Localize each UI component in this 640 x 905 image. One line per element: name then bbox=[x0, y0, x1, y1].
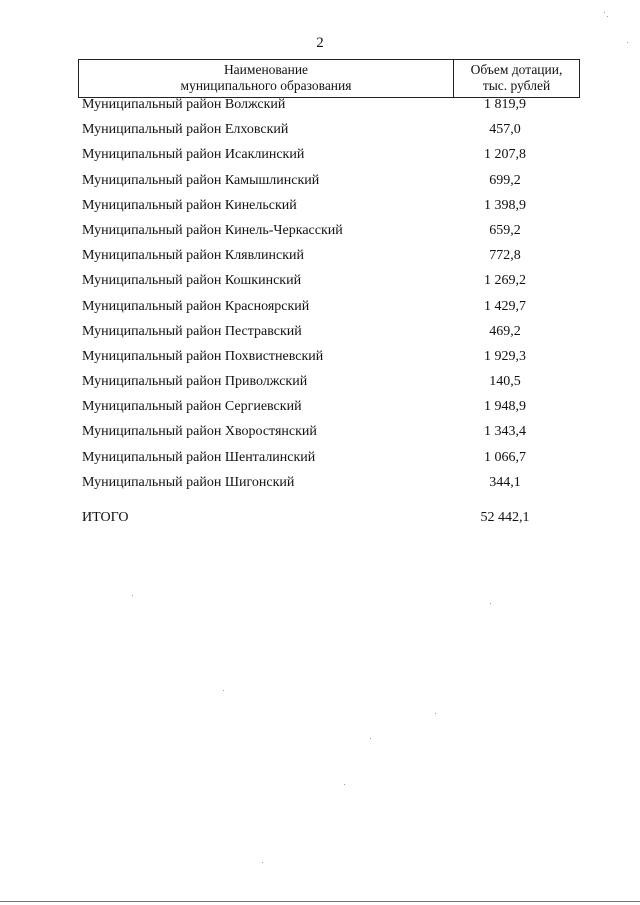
scan-speck bbox=[370, 738, 371, 739]
table-row bbox=[0, 171, 640, 196]
scan-speck bbox=[435, 713, 436, 714]
row-name: Муниципальный район Похвистневский bbox=[82, 348, 324, 364]
table-row bbox=[0, 448, 640, 473]
row-value: 140,5 bbox=[489, 374, 521, 390]
row-value: 1 429,7 bbox=[484, 298, 526, 314]
row-value: 1 066,7 bbox=[484, 449, 526, 465]
table-row bbox=[0, 196, 640, 221]
table-row bbox=[0, 246, 640, 271]
row-value: 344,1 bbox=[489, 474, 521, 490]
table-row bbox=[0, 297, 640, 322]
table-row bbox=[0, 372, 640, 397]
row-name: Муниципальный район Сергиевский bbox=[82, 399, 302, 415]
row-value: 1 207,8 bbox=[484, 147, 526, 163]
row-value: 1 819,9 bbox=[484, 97, 526, 112]
table-row bbox=[0, 322, 640, 347]
row-name: Муниципальный район Приволжский bbox=[82, 374, 308, 390]
row-name: Муниципальный район Волжский bbox=[82, 97, 286, 112]
total-row bbox=[0, 508, 640, 530]
header-value-cell bbox=[454, 62, 579, 94]
header-name-cell bbox=[79, 62, 453, 94]
row-name: Муниципальный район Елховский bbox=[82, 122, 289, 138]
scan-speck bbox=[223, 690, 224, 691]
table-row bbox=[0, 347, 640, 372]
row-name: Муниципальный район Кинель-Черкасский bbox=[82, 222, 343, 238]
table-row bbox=[0, 95, 640, 120]
header-name-line1: Наименование bbox=[223, 62, 309, 77]
row-name: Муниципальный район Красноярский bbox=[82, 298, 310, 314]
row-name: Муниципальный район Шигонский bbox=[82, 474, 295, 490]
scan-speck bbox=[627, 42, 628, 43]
table-row bbox=[0, 221, 640, 246]
row-name: Муниципальный район Кошкинский bbox=[82, 273, 302, 289]
row-value: 659,2 bbox=[489, 222, 521, 238]
scan-speck bbox=[490, 603, 491, 604]
row-value: 457,0 bbox=[489, 122, 521, 138]
scan-edge-line bbox=[0, 901, 640, 902]
row-value: 469,2 bbox=[489, 323, 521, 339]
row-value: 1 948,9 bbox=[484, 399, 526, 415]
row-name: Муниципальный район Клявлинский bbox=[82, 248, 305, 264]
header-name-line2: муниципального образования bbox=[180, 78, 352, 93]
total-label: ИТОГО bbox=[82, 510, 129, 525]
scan-speck bbox=[607, 16, 608, 17]
scan-speck bbox=[344, 784, 345, 785]
row-value: 772,8 bbox=[489, 248, 521, 264]
table-header bbox=[78, 59, 580, 98]
table-row bbox=[0, 120, 640, 145]
page-number: 2 bbox=[316, 35, 324, 51]
row-value: 1 398,9 bbox=[484, 197, 526, 213]
table-row bbox=[0, 271, 640, 296]
header-value-line2: тыс. рублей bbox=[482, 78, 551, 93]
total-value: 52 442,1 bbox=[480, 510, 530, 525]
row-value: 1 343,4 bbox=[484, 424, 526, 440]
row-name: Муниципальный район Шенталинский bbox=[82, 449, 316, 465]
row-value: 699,2 bbox=[489, 172, 521, 188]
row-name: Муниципальный район Пестравский bbox=[82, 323, 302, 339]
scan-speck bbox=[132, 595, 133, 596]
table-row bbox=[0, 145, 640, 170]
header-value-line1: Объем дотации, bbox=[470, 62, 563, 77]
table-row bbox=[0, 473, 640, 498]
row-value: 1 269,2 bbox=[484, 273, 526, 289]
scan-speck bbox=[604, 12, 605, 13]
scan-speck bbox=[262, 862, 263, 863]
table-body bbox=[0, 95, 640, 498]
row-name: Муниципальный район Хворостянский bbox=[82, 424, 317, 440]
row-name: Муниципальный район Исаклинский bbox=[82, 147, 305, 163]
row-value: 1 929,3 bbox=[484, 348, 526, 364]
row-name: Муниципальный район Кинельский bbox=[82, 197, 297, 213]
row-name: Муниципальный район Камышлинский bbox=[82, 172, 320, 188]
table-row bbox=[0, 422, 640, 447]
table-row bbox=[0, 397, 640, 422]
